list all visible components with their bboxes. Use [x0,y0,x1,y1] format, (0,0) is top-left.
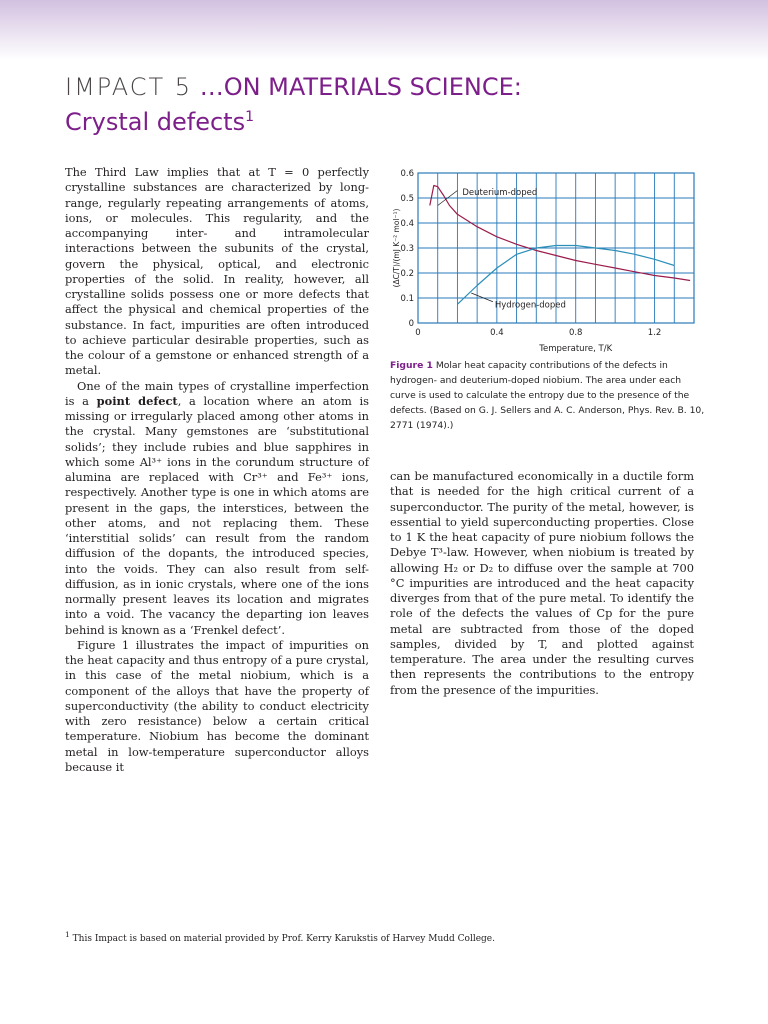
header-band [0,0,768,60]
defect-heat-capacity-chart [378,160,708,355]
page-subtitle [65,102,254,137]
hydrogen-label: Hydrogen-doped [494,300,566,311]
left-column [65,165,369,775]
right-paragraph-1: can be manufactured economically in a ductile form that is needed for the high critical current of a superconductor. The purity of the metal, however, is essential to yield superconducting properties. Close to 1 K the heat capacity of pure niobium follows the Debye T³-law. However, when niobium is treated by allowing H₂ or D₂ to diffuse over the sample at 700 °C impurities are introduced and the heat capacity diverges from that of the pure metal. To identify the role of the defects the values of Cp for the pure metal are subtracted from those of the doped samples, divided by T, and plotted against temperature. The area under the resulting curves then represents the contributions to the entropy from the presence of the impurities. [390,469,694,697]
x-tick-label: 1.2 [647,328,662,338]
y-tick-label: 0.1 [400,294,414,304]
figure-1 [378,160,708,359]
y-tick-label: 0 [408,319,414,329]
x-tick-label: 0 [415,328,421,338]
y-tick-label: 0.2 [400,269,414,279]
right-column [390,469,694,698]
deuterium-curve [430,186,690,281]
impact-title: …ON MATERIALS SCIENCE: [199,73,522,101]
subtitle-footnote-mark: 1 [245,109,254,125]
impact-label: IMPACT 5 [65,73,193,101]
y-tick-label: 0.3 [400,244,414,254]
impact-heading [65,72,522,102]
figure-caption [390,358,708,433]
figure-caption-label: Figure 1 [390,360,433,371]
figure-caption-text: Molar heat capacity contributions of the defects in hydrogen- and deuterium-doped niobium. The area under each curve is used to calculate the entropy due to the presence of the defects. (Based on G. J. Sellers and A. C. Anderson, Phys. Rev. B. 10, 2771 (1974).) [390,360,705,431]
left-paragraph-1: The Third Law implies that at T = 0 perfectly crystalline substances are characterized by long-range, regularly repeating arrangements of atoms, ions, or molecules. This regularity, and the accompanying inter- and intramolecular interactions between the subunits of the crystal, govern the physical, optical, and electronic properties of the solid. In reality, however, all crystalline solids possess one or more defects that affect the physical and chemical properties of the substance. In fact, impurities are often introduced to achieve particular desirable properties, such as the colour of a gemstone or enhanced strength of a metal. [65,165,369,378]
p2-rest: , a location where an atom is missing or irregularly placed among other atoms in the crystal. Many gemstones are ‘substitutional solids’; they include rubies and blue sapphires in which some Al³⁺ ions in the corundum structure of alumina are replaced with Cr³⁺ and Fe³⁺ ions, respectively. Another type is one in which atoms are present in the gaps, the interstices, between the other atoms, and not replacing them. These ‘interstitial solids’ can result from the random diffusion of the dopants, the introduced species, into the voids. They can also result from self-diffusion, as in ionic crystals, where one of the ions normally present leaves its location and migrates into a void. The vacancy the departing ion leaves behind is known as a ‘Frenkel defect’. [65,393,369,637]
y-axis-label: (ΔC/T)/(mJ K⁻² mol⁻¹) [392,208,401,288]
y-tick-label: 0.4 [400,219,414,229]
y-tick-label: 0.5 [400,194,414,204]
deuterium-label: Deuterium-doped [462,187,538,198]
left-paragraph-3: Figure 1 illustrates the impact of impurities on the heat capacity and thus entropy of a pure crystal, in this case of the metal niobium, which is a component of the alloys that have the property of superconductivity (the ability to conduct electricity with zero resistance) below a certain critical temperature. Niobium has become the dominant metal in low-temperature superconductor alloys because it [65,637,369,774]
footnote [65,928,495,946]
p2-start: One of the main types of crystalline imperfection is a [65,378,369,408]
x-tick-label: 0.4 [490,328,504,338]
footnote-text: This Impact is based on material provided by Prof. Kerry Karukstis of Harvey Mudd College. [72,934,495,944]
hydrogen-leader-line [471,293,493,302]
footnote-mark: 1 [65,930,70,939]
left-paragraph-2 [65,379,369,638]
point-defect-term: point defect [96,393,178,408]
y-tick-label: 0.6 [400,169,414,179]
x-axis-label: Temperature, T/K [539,344,613,354]
hydrogen-curve [457,246,674,305]
subtitle-text: Crystal defects [65,108,246,136]
x-tick-label: 0.8 [568,328,583,338]
